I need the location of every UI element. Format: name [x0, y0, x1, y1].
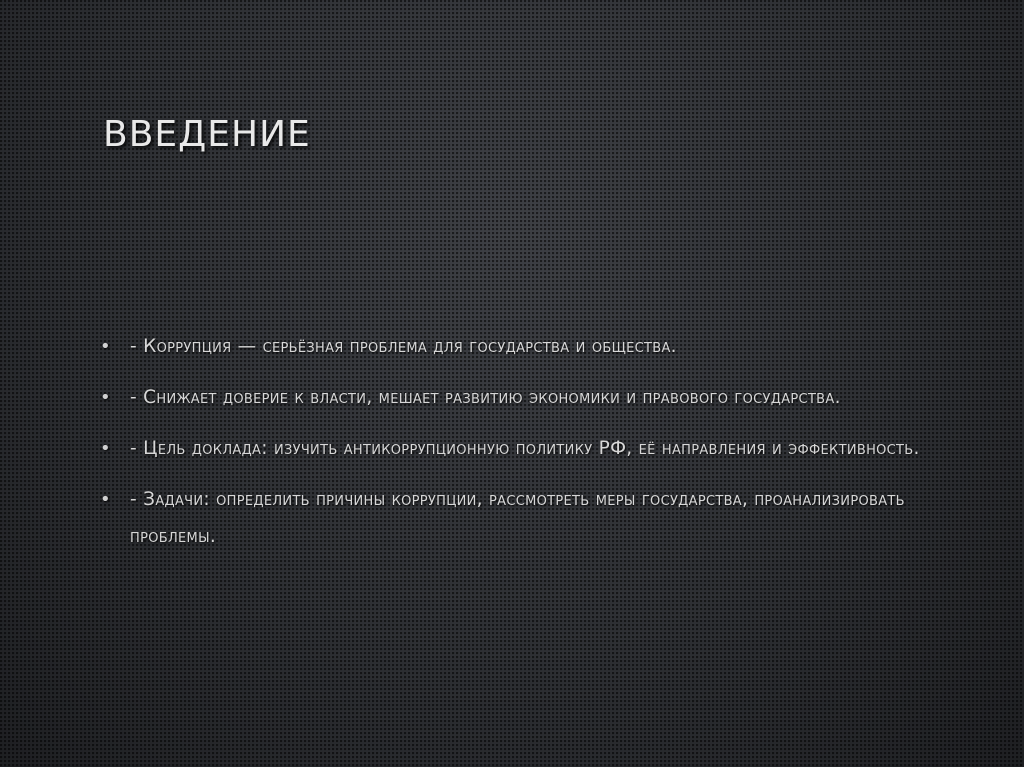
bullet-text: - Цель доклада: изучить антикоррупционную политику РФ, её направления и эффективность. — [130, 438, 920, 459]
bullet-text: - Коррупция — серьёзная проблема для государства и общества. — [130, 336, 677, 357]
bullet-item — [98, 379, 928, 416]
bullet-text: - Задачи: определить причины коррупции, рассмотреть меры государства, проанализировать проблемы. — [130, 489, 905, 547]
bullet-list — [98, 328, 928, 569]
bullet-item — [98, 430, 928, 467]
slide-title: ВВЕДЕНИЕ — [103, 114, 311, 155]
bullet-item — [98, 481, 928, 555]
bullet-dot-icon: • — [100, 336, 111, 357]
bullet-dot-icon: • — [100, 438, 111, 459]
bullet-text: - Снижает доверие к власти, мешает развитию экономики и правового государства. — [130, 387, 841, 408]
bullet-dot-icon: • — [100, 387, 111, 408]
bullet-dot-icon: • — [100, 489, 111, 510]
bullet-item — [98, 328, 928, 365]
